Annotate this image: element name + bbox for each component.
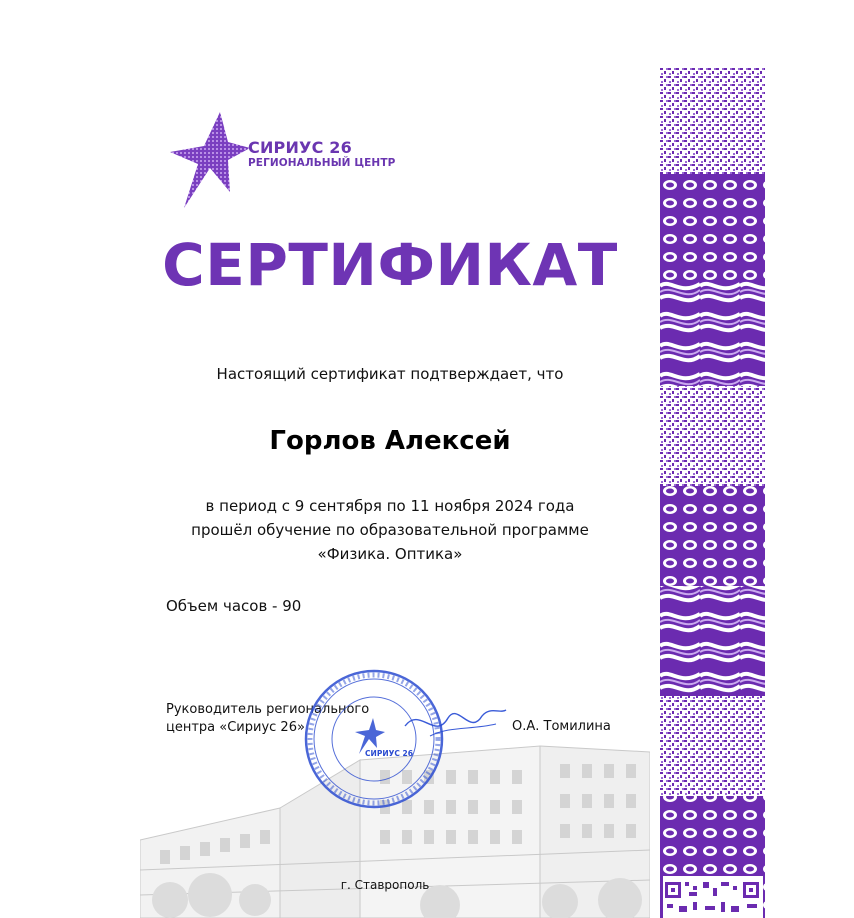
period-line-2: прошёл обучение по образовательной программе xyxy=(191,521,589,539)
official-stamp xyxy=(303,668,445,810)
program-name: «Физика. Оптика» xyxy=(317,545,463,563)
qr-code xyxy=(663,876,763,918)
confirm-text: Настоящий сертификат подтверждает, что xyxy=(216,365,564,383)
star-icon xyxy=(168,112,250,212)
signer-role-line-2: центра «Сириус 26» xyxy=(166,720,305,735)
certificate-title: СЕРТИФИКАТ xyxy=(162,231,618,299)
logo-subtitle: РЕГИОНАЛЬНЫЙ ЦЕНТР xyxy=(248,157,396,169)
logo-title: СИРИУС 26 xyxy=(248,138,352,157)
signer-role-line-1: Руководитель регионального xyxy=(166,702,370,717)
stamp-text: СИРИУС 26 xyxy=(365,749,413,758)
hours-text: Объем часов - 90 xyxy=(166,597,302,615)
period-line-1: в период с 9 сентября по 11 ноября 2024 года xyxy=(205,497,575,515)
city-text: г. Ставрополь xyxy=(340,878,430,892)
signer-name: О.А. Томилина xyxy=(512,719,611,734)
recipient-name: Горлов Алексей xyxy=(269,426,511,456)
sirius-logo xyxy=(168,112,408,212)
period-text xyxy=(160,494,620,566)
decorative-pattern-strip xyxy=(660,68,765,918)
